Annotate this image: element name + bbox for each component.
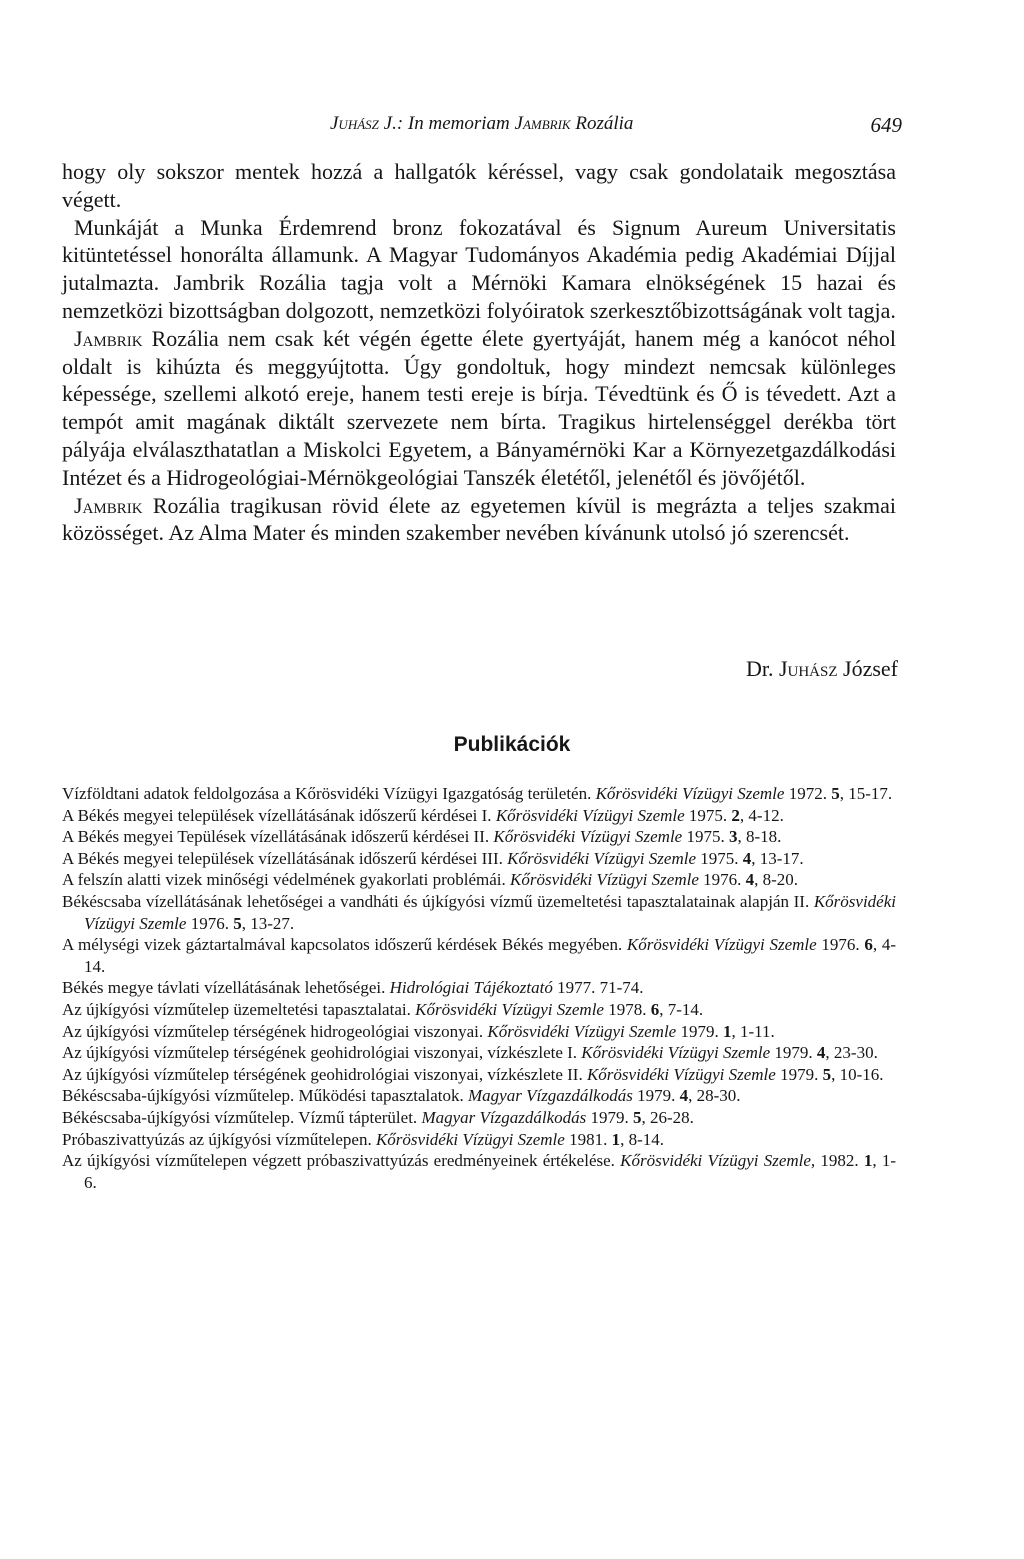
publication-journal: Magyar Vízgazdálkodás <box>421 1107 587 1127</box>
publication-year: 1979. <box>632 1086 680 1106</box>
publication-journal: Kőrösvidéki Vízügyi Szemle <box>493 827 683 847</box>
publication-journal: Kőrösvidéki Vízügyi Szemle <box>375 1129 565 1149</box>
publication-volume: 5 <box>233 913 242 933</box>
publication-item <box>62 1064 896 1086</box>
paragraph-3-text: Rozália nem csak két végén égette élete gyertyáját, hanem még a kanócot néhol oldalt is kihúzta és meggyújtotta. Úgy gondoltuk, hogy mindezt nemcsak különleges képessége, szellemi alkotó ereje, hanem testi ereje is bírja. Tévedtünk és Ő is tévedett. Azt a tempót amit magának diktált szervezete nem bírta. Tragikus hirtelenséggel derékba tört pályája elválaszthatatlan a Miskolci Egyetem, a Bányamérnöki Kar a Környezetgazdálkodási Intézet és a Hidrogeológiai-Mérnökgeológiai Tanszék életétől, jelenétől és jövőjétől. <box>62 325 896 490</box>
publication-volume: 6 <box>650 999 660 1019</box>
publication-pages: , 10-16. <box>831 1064 884 1084</box>
publication-year: 1972. <box>784 784 832 803</box>
publication-year: 1979. <box>775 1064 823 1084</box>
paragraph-4-text: Rozália tragikusan rövid élete az egyetemen kívül is megrázta a teljes szakmai közösséget. Az Alma Mater és minden szakember nevében kívánunk utolsó jó szerencsét. <box>62 492 896 546</box>
signature-prefix: Dr. <box>745 656 779 681</box>
publications-list <box>62 783 896 1193</box>
publication-title: Békéscsaba-újkígyósi vízműtelep. Vízmű tápterület. <box>62 1107 422 1127</box>
publication-title: Az újkígyósi vízműtelep térségének geohidrológiai viszonyai, vízkészlete I. <box>62 1043 582 1063</box>
publication-volume: 3 <box>728 827 738 847</box>
page-number: 649 <box>870 113 902 137</box>
publication-year: 1979. <box>676 1021 723 1041</box>
publication-year: 1976. <box>186 913 234 933</box>
publication-title: A Békés megyei Tepülések vízellátásának időszerű kérdései II. <box>62 827 494 847</box>
header-title <box>330 113 633 135</box>
publication-pages: , 7-14. <box>659 999 704 1019</box>
signature-surname: Juhász <box>778 656 838 681</box>
paragraph-3-name: Jambrik <box>74 325 143 351</box>
publication-item <box>62 977 896 999</box>
publication-volume: 1 <box>611 1129 621 1149</box>
publication-volume: 5 <box>632 1107 642 1127</box>
paragraph-1: hogy oly sokszor mentek hozzá a hallgatók kéréssel, vagy csak gondolataik megosztása végett. <box>62 159 896 212</box>
publication-title: A Békés megyei települések vízellátásának időszerű kérdései III. <box>62 848 508 868</box>
publication-title: Próbaszivattyúzás az újkígyósi vízműtelepen. <box>62 1129 376 1149</box>
publication-volume: 5 <box>822 1064 832 1084</box>
publication-pages: , 8-20. <box>754 870 799 890</box>
publication-volume: 1 <box>722 1021 732 1041</box>
publication-journal: Hidrológiai Tájékoztató <box>389 978 553 998</box>
publication-year: 1975. <box>684 805 732 825</box>
publication-pages: , 23-30. <box>825 1043 878 1063</box>
publication-pages: , 8-14. <box>620 1129 664 1149</box>
publication-pages: , 13-17. <box>751 848 804 868</box>
header-title-mid: : In memoriam <box>396 113 515 134</box>
publication-volume: 1 <box>863 1151 873 1171</box>
publication-pages: 71-74. <box>599 978 644 998</box>
publication-year: 1982. <box>815 1151 864 1171</box>
signature <box>746 656 898 682</box>
publication-journal: Kőrösvidéki Vízügyi Szemle <box>510 870 699 890</box>
publication-item <box>62 1107 896 1129</box>
publication-pages: , 26-28. <box>641 1107 694 1127</box>
publication-journal: Kőrösvidéki Vízügyi Szemle <box>84 891 896 933</box>
header-subject: Jambrik <box>514 113 571 134</box>
obituary-body <box>62 158 896 547</box>
publication-item <box>62 848 896 870</box>
publications-heading: Publikációk <box>453 733 571 756</box>
publication-journal: Kőrösvidéki Vízügyi Szemle <box>415 999 604 1019</box>
publication-pages: , 4-14. <box>84 935 896 976</box>
publication-year: 1978. <box>603 999 651 1019</box>
publication-journal: Kőrösvidéki Vízügyi Szemle, <box>620 1151 816 1171</box>
publication-journal: Kőrösvidéki Vízügyi Szemle <box>495 805 685 825</box>
publication-pages: , 1-11. <box>731 1021 775 1041</box>
publication-year: 1975. <box>696 848 743 868</box>
publication-pages: , 8-18. <box>737 827 782 847</box>
publication-year: 1975. <box>682 827 729 847</box>
publication-pages: , 13-27. <box>241 913 295 933</box>
publication-volume: 5 <box>831 784 840 803</box>
publication-pages: , 15-17. <box>839 784 893 803</box>
publication-year: 1981. <box>564 1129 612 1149</box>
publication-volume: 4 <box>745 870 755 890</box>
publication-journal: Kőrösvidéki Vízügyi Szemle <box>487 1021 677 1041</box>
publication-year: 1977. <box>552 978 600 998</box>
publication-item <box>62 1021 896 1043</box>
publication-item <box>62 1129 896 1151</box>
publication-title: Az újkígyósi vízműtelepen végzett próbaszivattyúzás eredményeinek értékelése. <box>62 1151 621 1171</box>
publication-item <box>62 1042 896 1064</box>
publication-title: A Békés megyei települések vízellátásának időszerű kérdései I. <box>62 805 496 825</box>
publication-title: Békés megye távlati vízellátásának lehetőségei. <box>62 978 390 998</box>
paragraph-4-name: Jambrik <box>74 492 143 518</box>
header-author: Juhász J. <box>330 113 397 134</box>
publication-item <box>62 826 896 848</box>
publication-journal: Kőrösvidéki Vízügyi Szemle <box>595 784 785 803</box>
publication-journal: Magyar Vízgazdálkodás <box>468 1086 633 1106</box>
publication-item <box>62 1150 896 1193</box>
publication-item <box>62 783 896 805</box>
publication-volume: 6 <box>864 935 873 955</box>
publication-pages: , 28-30. <box>688 1086 741 1106</box>
publication-year: 1979. <box>770 1043 817 1063</box>
publication-pages: , 1-6. <box>84 1151 896 1192</box>
publication-journal: Kőrösvidéki Vízügyi Szemle <box>626 935 817 955</box>
paragraph-4 <box>62 492 896 548</box>
paragraph-3 <box>62 325 896 492</box>
publication-title: Békéscsaba-újkígyósi vízműtelep. Működési tapasztalatok. <box>62 1086 469 1106</box>
publication-volume: 4 <box>742 848 752 868</box>
publication-title: Békéscsaba vízellátásának lehetőségei a vandháti és újkígyósi vízmű üzemeltetési tapasztalatainak alapján II. <box>62 891 814 911</box>
publication-item <box>62 869 896 891</box>
publication-pages: , 4-12. <box>739 805 784 825</box>
running-header <box>60 113 902 143</box>
publication-journal: Kőrösvidéki Vízügyi Szemle <box>581 1043 771 1063</box>
header-title-end: Rozália <box>570 113 634 134</box>
paragraph-2: Munkáját a Munka Érdemrend bronz fokozatával és Signum Aureum Universitatis kitüntetéssel honorálta államunk. A Magyar Tudományos Akadémia pedig Akadémiai Díjjal jutalmazta. Jambrik Rozália tagja volt a Mérnöki Kamara elnökségének 15 hazai és nemzetközi bizottságban dolgozott, nemzetközi folyóiratok szerkesztőbizottságának volt tagja. <box>62 214 896 323</box>
publication-item <box>62 934 896 977</box>
publication-journal: Kőrösvidéki Vízügyi Szemle <box>586 1064 776 1084</box>
publication-item <box>62 805 896 827</box>
publication-year: 1976. <box>816 935 865 955</box>
publication-title: Az újkígyósi vízműtelep térségének geohidrológiai viszonyai, vízkészlete II. <box>62 1064 587 1084</box>
publication-title: Vízföldtani adatok feldolgozása a Kőrösvidéki Vízügyi Igazgatóság területén. <box>62 784 596 803</box>
publication-item <box>62 891 896 934</box>
signature-given: József <box>837 656 898 681</box>
publication-item <box>62 1085 896 1107</box>
publication-title: Az újkígyósi vízműtelep üzemeltetési tapasztalatai. <box>62 999 416 1019</box>
publication-volume: 2 <box>731 805 740 825</box>
publication-title: Az újkígyósi vízműtelep térségének hidrogeológiai viszonyai. <box>62 1021 488 1041</box>
publication-title: A mélységi vizek gáztartalmával kapcsolatos időszerű kérdések Békés megyében. <box>62 935 627 955</box>
publication-item <box>62 999 896 1021</box>
publication-volume: 4 <box>679 1086 689 1106</box>
publication-journal: Kőrösvidéki Vízügyi Szemle <box>507 848 696 868</box>
publication-title: A felszín alatti vizek minőségi védelmének gyakorlati problémái. <box>62 870 511 890</box>
publication-volume: 4 <box>816 1043 826 1063</box>
publication-year: 1979. <box>586 1107 633 1127</box>
publication-year: 1976. <box>698 870 746 890</box>
